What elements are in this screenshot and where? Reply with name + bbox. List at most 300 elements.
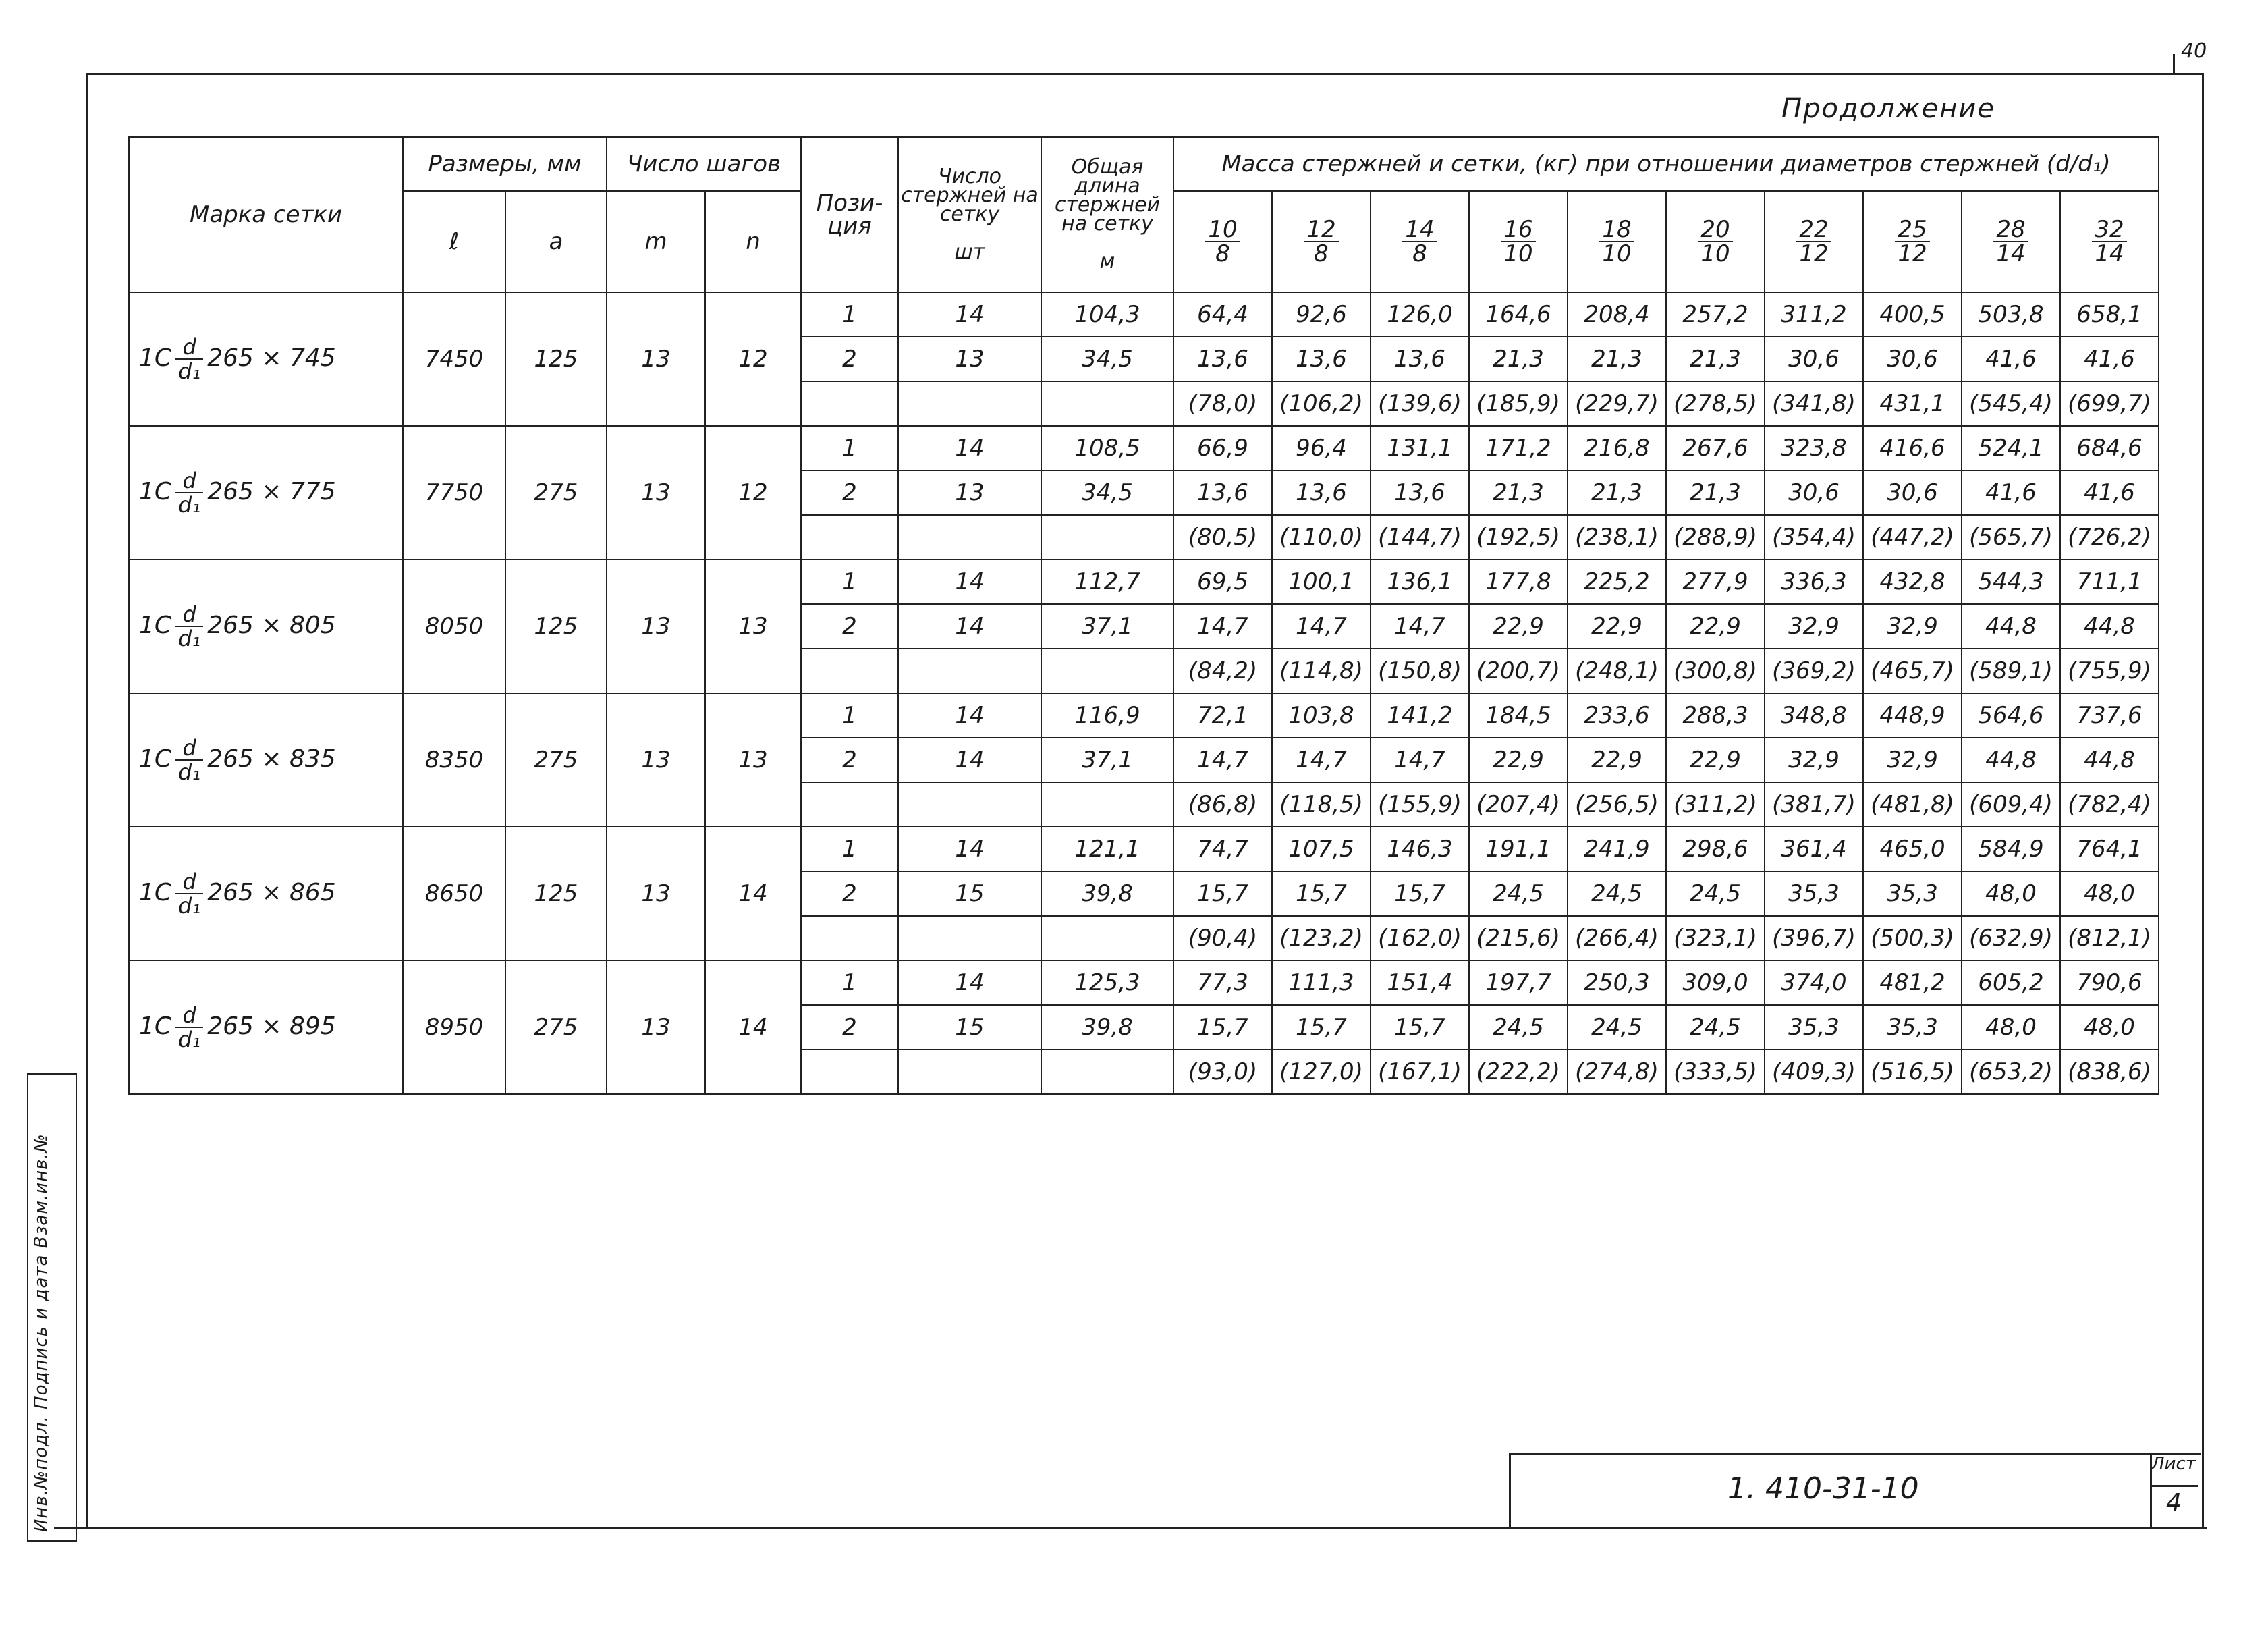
mesh-mark (129, 292, 403, 426)
position-cell (801, 381, 898, 426)
mass-cell: (78,0) (1173, 381, 1272, 426)
mass-cell: (192,5) (1469, 515, 1568, 560)
count-cell (898, 1050, 1041, 1094)
position-cell (801, 782, 898, 827)
mass-cell: 503,8 (1962, 292, 2060, 337)
mass-cell: (123,2) (1272, 916, 1371, 960)
count-cell: 13 (898, 470, 1041, 515)
mesh-mark-ratio (175, 603, 203, 650)
mass-cell: 177,8 (1469, 560, 1568, 604)
mass-cell: (162,0) (1371, 916, 1469, 960)
mesh-l: 8350 (403, 693, 505, 827)
mass-cell: 336,3 (1765, 560, 1863, 604)
mass-cell: 146,3 (1371, 827, 1469, 871)
mass-cell: (127,0) (1272, 1050, 1371, 1094)
mass-cell: 13,6 (1173, 470, 1272, 515)
mass-cell: 48,0 (2060, 871, 2159, 916)
mesh-mark (129, 693, 403, 827)
mass-cell: (409,3) (1765, 1050, 1863, 1094)
count-cell: 14 (898, 604, 1041, 649)
ratio-header-16-10 (1469, 191, 1568, 292)
mass-cell: 184,5 (1469, 693, 1568, 738)
mesh-mark-size: 265 × 775 (207, 478, 336, 506)
length-cell: 108,5 (1041, 426, 1173, 470)
fraction-numerator: d (175, 469, 203, 493)
fraction-denominator: 8 (1215, 240, 1230, 267)
count-cell (898, 649, 1041, 693)
mass-cell: 197,7 (1469, 960, 1568, 1005)
mass-cell: 298,6 (1666, 827, 1765, 871)
mesh-mark-ratio (175, 1004, 203, 1051)
mass-cell: 564,6 (1962, 693, 2060, 738)
length-cell (1041, 916, 1173, 960)
fraction-numerator: 10 (1205, 218, 1240, 242)
length-cell (1041, 782, 1173, 827)
mass-cell: 267,6 (1666, 426, 1765, 470)
mass-cell: 32,9 (1863, 604, 1962, 649)
mesh-m: 13 (607, 292, 705, 426)
mass-cell: 658,1 (2060, 292, 2159, 337)
mesh-mark (129, 560, 403, 693)
count-cell: 14 (898, 827, 1041, 871)
mesh-mark (129, 426, 403, 560)
length-cell: 112,7 (1041, 560, 1173, 604)
length-cell: 37,1 (1041, 604, 1173, 649)
mass-cell: (481,8) (1863, 782, 1962, 827)
mass-cell: 24,5 (1469, 871, 1568, 916)
mass-cell: (80,5) (1173, 515, 1272, 560)
mass-cell: 22,9 (1666, 604, 1765, 649)
mass-cell: (323,1) (1666, 916, 1765, 960)
mass-cell: (447,2) (1863, 515, 1962, 560)
mass-cell: (609,4) (1962, 782, 2060, 827)
mesh-mark-prefix: 1С (139, 879, 172, 906)
ratio-fraction (1304, 218, 1338, 265)
mass-cell: (565,7) (1962, 515, 2060, 560)
position-cell: 2 (801, 738, 898, 782)
mass-cell: 15,7 (1173, 1005, 1272, 1050)
length-cell: 39,8 (1041, 871, 1173, 916)
mass-cell: 151,4 (1371, 960, 1469, 1005)
position-cell: 2 (801, 871, 898, 916)
mesh-l: 7450 (403, 292, 505, 426)
position-cell: 1 (801, 827, 898, 871)
mass-cell: 13,6 (1173, 337, 1272, 381)
mass-cell: 30,6 (1863, 337, 1962, 381)
mass-cell: (311,2) (1666, 782, 1765, 827)
header-count (898, 137, 1041, 292)
mass-cell: 107,5 (1272, 827, 1371, 871)
mesh-n: 14 (705, 960, 801, 1094)
fraction-denominator: d₁ (178, 893, 201, 919)
count-cell (898, 381, 1041, 426)
mass-cell: 32,9 (1765, 604, 1863, 649)
ratio-header-22-12 (1765, 191, 1863, 292)
fraction-numerator: d (175, 335, 203, 360)
mass-cell: 233,6 (1568, 693, 1666, 738)
mass-cell: 13,6 (1371, 337, 1469, 381)
position-cell: 2 (801, 337, 898, 381)
length-cell (1041, 381, 1173, 426)
count-cell: 14 (898, 693, 1041, 738)
fraction-numerator: 28 (1993, 218, 2028, 242)
mass-cell: 14,7 (1173, 738, 1272, 782)
mesh-l: 7750 (403, 426, 505, 560)
header-mass: Масса стержней и сетки, (кг) при отношении диаметров стержней (d/d₁) (1173, 137, 2159, 191)
ratio-header-18-10 (1568, 191, 1666, 292)
mass-cell: 136,1 (1371, 560, 1469, 604)
mass-cell: 74,7 (1173, 827, 1272, 871)
ratio-fraction (2092, 218, 2126, 265)
mass-cell: 72,1 (1173, 693, 1272, 738)
position-cell: 2 (801, 470, 898, 515)
position-cell: 1 (801, 960, 898, 1005)
fraction-denominator: 14 (1996, 240, 2026, 267)
fraction-numerator: 14 (1402, 218, 1437, 242)
mass-cell: (84,2) (1173, 649, 1272, 693)
fraction-denominator: 12 (1799, 240, 1829, 267)
ratio-fraction (1501, 218, 1535, 265)
length-cell: 34,5 (1041, 470, 1173, 515)
count-cell: 14 (898, 960, 1041, 1005)
mass-cell: 605,2 (1962, 960, 2060, 1005)
mass-cell: 684,6 (2060, 426, 2159, 470)
fraction-numerator: 16 (1501, 218, 1535, 242)
fraction-numerator: 25 (1895, 218, 1929, 242)
fraction-numerator: d (175, 603, 203, 627)
ratio-fraction (1402, 218, 1437, 265)
table-row (129, 693, 2159, 738)
mass-cell: 348,8 (1765, 693, 1863, 738)
mesh-mark-prefix: 1С (139, 612, 172, 639)
length-cell (1041, 649, 1173, 693)
mass-cell: 216,8 (1568, 426, 1666, 470)
length-cell: 104,3 (1041, 292, 1173, 337)
mesh-l: 8950 (403, 960, 505, 1094)
mass-cell: 191,1 (1469, 827, 1568, 871)
mass-cell: 737,6 (2060, 693, 2159, 738)
count-cell (898, 782, 1041, 827)
mass-cell: 41,6 (1962, 470, 2060, 515)
position-cell (801, 916, 898, 960)
mass-cell: (144,7) (1371, 515, 1469, 560)
mass-cell: 14,7 (1272, 738, 1371, 782)
ratio-fraction (1895, 218, 1929, 265)
length-cell: 116,9 (1041, 693, 1173, 738)
ratio-fraction (1205, 218, 1240, 265)
mass-cell: 22,9 (1469, 738, 1568, 782)
mass-cell: (238,1) (1568, 515, 1666, 560)
fraction-denominator: 12 (1898, 240, 1927, 267)
approval-sidebar-text: Инв.№подл. Подпись и дата Взам.инв.№ (31, 1133, 51, 1532)
header-count-unit: шт (954, 240, 985, 264)
mesh-m: 13 (607, 426, 705, 560)
mass-cell: (90,4) (1173, 916, 1272, 960)
mesh-a: 125 (505, 560, 607, 693)
fraction-numerator: 22 (1796, 218, 1831, 242)
length-cell: 121,1 (1041, 827, 1173, 871)
fraction-numerator: d (175, 736, 203, 761)
mesh-m: 13 (607, 693, 705, 827)
mass-cell: 21,3 (1469, 470, 1568, 515)
table-row (129, 827, 2159, 871)
mass-cell: 15,7 (1272, 871, 1371, 916)
mass-cell: (699,7) (2060, 381, 2159, 426)
mesh-mark-size: 265 × 745 (207, 344, 336, 372)
position-cell (801, 649, 898, 693)
mass-cell: (632,9) (1962, 916, 2060, 960)
length-cell: 34,5 (1041, 337, 1173, 381)
mass-cell: 277,9 (1666, 560, 1765, 604)
mesh-mark-prefix: 1С (139, 745, 172, 773)
mass-cell: 24,5 (1568, 871, 1666, 916)
mass-cell: (86,8) (1173, 782, 1272, 827)
sheet-divider (2150, 1485, 2198, 1487)
mesh-mark-size: 265 × 865 (207, 879, 336, 906)
mass-cell: 13,6 (1371, 470, 1469, 515)
count-cell: 14 (898, 738, 1041, 782)
mesh-n: 14 (705, 827, 801, 960)
length-cell (1041, 515, 1173, 560)
fraction-denominator: 10 (1602, 240, 1632, 267)
mass-cell: 15,7 (1371, 1005, 1469, 1050)
mass-cell: 21,3 (1469, 337, 1568, 381)
mass-cell: 48,0 (2060, 1005, 2159, 1050)
mass-cell: 15,7 (1173, 871, 1272, 916)
fraction-denominator: d₁ (178, 626, 201, 651)
mass-cell: (93,0) (1173, 1050, 1272, 1094)
mesh-l: 8050 (403, 560, 505, 693)
mass-cell: 24,5 (1666, 1005, 1765, 1050)
mesh-mark-size: 265 × 835 (207, 745, 336, 773)
mass-cell: (838,6) (2060, 1050, 2159, 1094)
mass-cell: (200,7) (1469, 649, 1568, 693)
table-row (129, 292, 2159, 337)
mesh-mark-ratio (175, 870, 203, 917)
mass-cell: 21,3 (1666, 470, 1765, 515)
mass-cell: (278,5) (1666, 381, 1765, 426)
header-steps-m: m (607, 191, 705, 292)
mass-cell: (333,5) (1666, 1050, 1765, 1094)
mesh-mark-ratio (175, 736, 203, 784)
mass-cell: (139,6) (1371, 381, 1469, 426)
mass-cell: 32,9 (1863, 738, 1962, 782)
mass-cell: 15,7 (1371, 871, 1469, 916)
mesh-mark-size: 265 × 805 (207, 612, 336, 639)
mass-cell: 790,6 (2060, 960, 2159, 1005)
fraction-numerator: 32 (2092, 218, 2126, 242)
mass-cell: 22,9 (1568, 604, 1666, 649)
mass-cell: (256,5) (1568, 782, 1666, 827)
mesh-mark-ratio (175, 469, 203, 516)
mass-cell: 14,7 (1272, 604, 1371, 649)
mass-cell: 30,6 (1863, 470, 1962, 515)
mass-cell: (106,2) (1272, 381, 1371, 426)
mass-cell: 481,2 (1863, 960, 1962, 1005)
mass-cell: 257,2 (1666, 292, 1765, 337)
mesh-mark-prefix: 1С (139, 1012, 172, 1040)
mass-cell: 250,3 (1568, 960, 1666, 1005)
mass-cell: 309,0 (1666, 960, 1765, 1005)
mass-cell: (215,6) (1469, 916, 1568, 960)
mass-cell: (589,1) (1962, 649, 2060, 693)
mass-cell: 30,6 (1765, 337, 1863, 381)
fraction-numerator: d (175, 870, 203, 894)
mass-cell: 524,1 (1962, 426, 2060, 470)
mesh-a: 275 (505, 960, 607, 1094)
mass-cell: (150,8) (1371, 649, 1469, 693)
mass-cell: 64,4 (1173, 292, 1272, 337)
mesh-mark (129, 827, 403, 960)
mass-cell: 44,8 (1962, 604, 2060, 649)
mass-cell: (369,2) (1765, 649, 1863, 693)
mass-cell: 96,4 (1272, 426, 1371, 470)
mass-cell: (155,9) (1371, 782, 1469, 827)
mass-cell: (185,9) (1469, 381, 1568, 426)
mass-cell: (726,2) (2060, 515, 2159, 560)
length-cell (1041, 1050, 1173, 1094)
mass-cell: 21,3 (1568, 470, 1666, 515)
mass-cell: 92,6 (1272, 292, 1371, 337)
header-size-l: ℓ (403, 191, 505, 292)
mass-cell: 21,3 (1666, 337, 1765, 381)
mass-cell: 431,1 (1863, 381, 1962, 426)
mass-cell: 432,8 (1863, 560, 1962, 604)
mass-cell: 24,5 (1568, 1005, 1666, 1050)
mass-cell: 103,8 (1272, 693, 1371, 738)
mass-cell: 171,2 (1469, 426, 1568, 470)
mass-cell: 164,6 (1469, 292, 1568, 337)
mass-cell: 24,5 (1469, 1005, 1568, 1050)
count-cell: 15 (898, 871, 1041, 916)
mesh-a: 125 (505, 827, 607, 960)
mesh-a: 275 (505, 426, 607, 560)
mass-cell: 126,0 (1371, 292, 1469, 337)
table-row (129, 426, 2159, 470)
mass-cell: 22,9 (1568, 738, 1666, 782)
ratio-header-14-8 (1371, 191, 1469, 292)
mass-cell: 225,2 (1568, 560, 1666, 604)
mass-cell: 41,6 (2060, 337, 2159, 381)
mesh-mark-prefix: 1С (139, 478, 172, 506)
header-length-text: Общая длина стержней на сетку (1054, 155, 1161, 236)
mass-cell: 100,1 (1272, 560, 1371, 604)
position-cell: 1 (801, 426, 898, 470)
mass-cell: 241,9 (1568, 827, 1666, 871)
ratio-fraction (1993, 218, 2028, 265)
count-cell (898, 515, 1041, 560)
mass-cell: 44,8 (2060, 604, 2159, 649)
table-row (129, 960, 2159, 1005)
mass-cell: (465,7) (1863, 649, 1962, 693)
count-cell (898, 916, 1041, 960)
position-cell: 2 (801, 604, 898, 649)
position-cell (801, 515, 898, 560)
ratio-header-28-14 (1962, 191, 2060, 292)
ratio-fraction (1698, 218, 1732, 265)
length-cell: 125,3 (1041, 960, 1173, 1005)
mass-cell: 35,3 (1765, 871, 1863, 916)
mass-cell: 41,6 (1962, 337, 2060, 381)
mass-cell: (222,2) (1469, 1050, 1568, 1094)
document-code: 1. 410-31-10 (1727, 1471, 1919, 1506)
mesh-a: 125 (505, 292, 607, 426)
fraction-denominator: 10 (1503, 240, 1533, 267)
mass-cell: 69,5 (1173, 560, 1272, 604)
fraction-numerator: 20 (1698, 218, 1732, 242)
mass-cell: 41,6 (2060, 470, 2159, 515)
mass-cell: (381,7) (1765, 782, 1863, 827)
mass-cell: 22,9 (1666, 738, 1765, 782)
mass-cell: 361,4 (1765, 827, 1863, 871)
fraction-denominator: 8 (1314, 240, 1329, 267)
ratio-header-25-12 (1863, 191, 1962, 292)
mass-cell: (207,4) (1469, 782, 1568, 827)
fraction-denominator: d₁ (178, 358, 201, 384)
mesh-m: 13 (607, 960, 705, 1094)
mass-cell: 35,3 (1765, 1005, 1863, 1050)
position-cell: 1 (801, 560, 898, 604)
count-cell: 15 (898, 1005, 1041, 1050)
header-steps-n: n (705, 191, 801, 292)
mass-cell: (167,1) (1371, 1050, 1469, 1094)
mass-cell: 584,9 (1962, 827, 2060, 871)
mesh-n: 13 (705, 560, 801, 693)
mesh-mark (129, 960, 403, 1094)
mass-cell: (782,4) (2060, 782, 2159, 827)
mass-cell: 13,6 (1272, 470, 1371, 515)
ratio-fraction (1599, 218, 1634, 265)
length-cell: 39,8 (1041, 1005, 1173, 1050)
mass-cell: 35,3 (1863, 871, 1962, 916)
mass-cell: 288,3 (1666, 693, 1765, 738)
top-page-number: 40 (2181, 39, 2207, 63)
sheet-label: Лист (2151, 1454, 2196, 1474)
mass-cell: 711,1 (2060, 560, 2159, 604)
mass-cell: 48,0 (1962, 871, 2060, 916)
mass-cell: 13,6 (1272, 337, 1371, 381)
length-cell: 37,1 (1041, 738, 1173, 782)
mesh-m: 13 (607, 827, 705, 960)
mass-cell: (396,7) (1765, 916, 1863, 960)
position-cell: 1 (801, 693, 898, 738)
mass-cell: (114,8) (1272, 649, 1371, 693)
mesh-mass-table (128, 136, 2159, 1095)
mass-cell: 416,6 (1863, 426, 1962, 470)
fraction-numerator: 18 (1599, 218, 1634, 242)
ratio-header-20-10 (1666, 191, 1765, 292)
mass-cell: 15,7 (1272, 1005, 1371, 1050)
count-cell: 14 (898, 292, 1041, 337)
position-cell: 2 (801, 1005, 898, 1050)
header-length (1041, 137, 1173, 292)
mass-cell: (354,4) (1765, 515, 1863, 560)
mass-cell: 22,9 (1469, 604, 1568, 649)
table-row (129, 560, 2159, 604)
mass-cell: 764,1 (2060, 827, 2159, 871)
header-size-a: a (505, 191, 607, 292)
mesh-n: 13 (705, 693, 801, 827)
ratio-fraction (1796, 218, 1831, 265)
mass-cell: 141,2 (1371, 693, 1469, 738)
mesh-mark-prefix: 1С (139, 344, 172, 372)
mesh-n: 12 (705, 292, 801, 426)
mass-cell: (118,5) (1272, 782, 1371, 827)
mass-cell: 24,5 (1666, 871, 1765, 916)
mesh-mark-size: 265 × 895 (207, 1012, 336, 1040)
mass-cell: 111,3 (1272, 960, 1371, 1005)
mass-cell: 48,0 (1962, 1005, 2060, 1050)
